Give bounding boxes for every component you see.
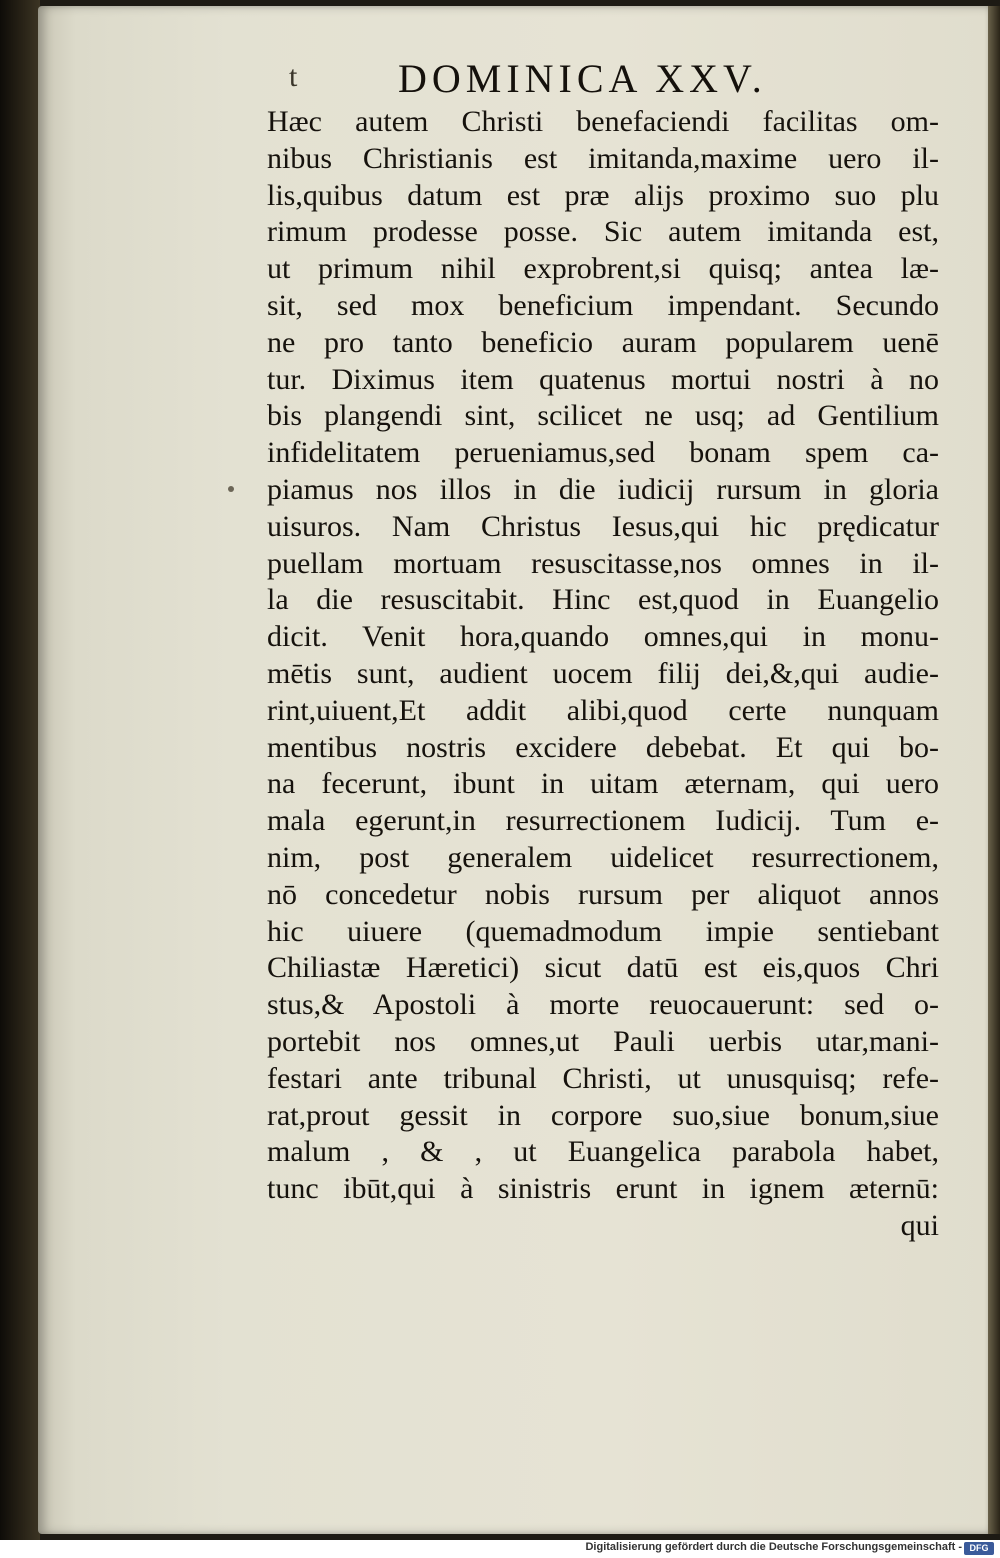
text-line: bis plangendi sint, scilicet ne usq; ad Gentilium xyxy=(267,399,939,433)
text-line: la die resuscitabit. Hinc est,quod in Euangelio xyxy=(267,583,939,617)
book-spine-edge xyxy=(0,0,40,1540)
header-mark: t xyxy=(289,60,298,93)
text-line: rat,prout gessit in corpore suo,siue bonum,siue xyxy=(267,1098,939,1132)
text-line: Chiliastæ Hæretici) sicut datū est eis,quos Chri xyxy=(267,951,939,985)
text-line: portebit nos omnes,ut Pauli uerbis utar,mani- xyxy=(267,1024,939,1058)
text-line: mentibus nostris excidere debebat. Et qui bo- xyxy=(267,730,939,764)
text-line: festari ante tribunal Christi, ut unusquisq; refe- xyxy=(267,1061,939,1095)
text-line: rimum prodesse posse. Sic autem imitanda est, xyxy=(267,215,939,249)
text-line: infidelitatem perueniamus,sed bonam spem ca- xyxy=(267,436,939,470)
text-line: malum , & , ut Euangelica parabola habet, xyxy=(267,1135,939,1169)
digitization-credit: Digitalisierung gefördert durch die Deutsche Forschungsgemeinschaft - xyxy=(585,1541,962,1553)
text-line: uisuros. Nam Christus Iesus,qui hic prędicatur xyxy=(267,509,939,543)
text-line: stus,& Apostoli à morte reuocauerunt: sed o- xyxy=(267,988,939,1022)
dfg-logo-icon: DFG xyxy=(964,1542,994,1555)
body-text xyxy=(267,104,939,1245)
page-fore-edge xyxy=(988,6,1000,1534)
catchword: qui xyxy=(900,1208,939,1242)
text-line: mētis sunt, audient uocem filij dei,&,qui audie- xyxy=(267,656,939,690)
text-line: mala egerunt,in resurrectionem Iudicij. Tum e- xyxy=(267,804,939,838)
text-line: piamus nos illos in die iudicij rursum in gloria xyxy=(267,472,939,506)
text-line: tunc ibūt,qui à sinistris erunt in ignem æternū: xyxy=(267,1172,939,1206)
margin-mark xyxy=(228,486,234,492)
text-line: nim, post generalem uidelicet resurrectionem, xyxy=(267,840,939,874)
text-line: hic uiuere (quemadmodum impie sentiebant xyxy=(267,914,939,948)
text-line: nō concedetur nobis rursum per aliquot annos xyxy=(267,877,939,911)
text-line: Hæc autem Christi benefaciendi facilitas om- xyxy=(267,105,939,138)
text-line: ne pro tanto beneficio auram popularem uenē xyxy=(267,325,939,359)
text-line: na fecerunt, ibunt in uitam æternam, qui uero xyxy=(267,767,939,801)
running-header: DOMINICA XXV. xyxy=(398,56,767,101)
text-line: sit, sed mox beneficium impendant. Secundo xyxy=(267,288,939,322)
text-line: puellam mortuam resuscitasse,nos omnes in il- xyxy=(267,546,939,580)
text-line: lis,quibus datum est præ alijs proximo suo plu xyxy=(267,178,939,212)
text-line: dicit. Venit hora,quando omnes,qui in monu- xyxy=(267,620,939,654)
text-line: tur. Diximus item quatenus mortui nostri à no xyxy=(267,362,939,396)
text-line: nibus Christianis est imitanda,maxime uero il- xyxy=(267,141,939,175)
text-line: rint,uiuent,Et addit alibi,quod certe nunquam xyxy=(267,693,939,727)
text-line: ut primum nihil exprobrent,si quisq; antea læ- xyxy=(267,252,939,286)
